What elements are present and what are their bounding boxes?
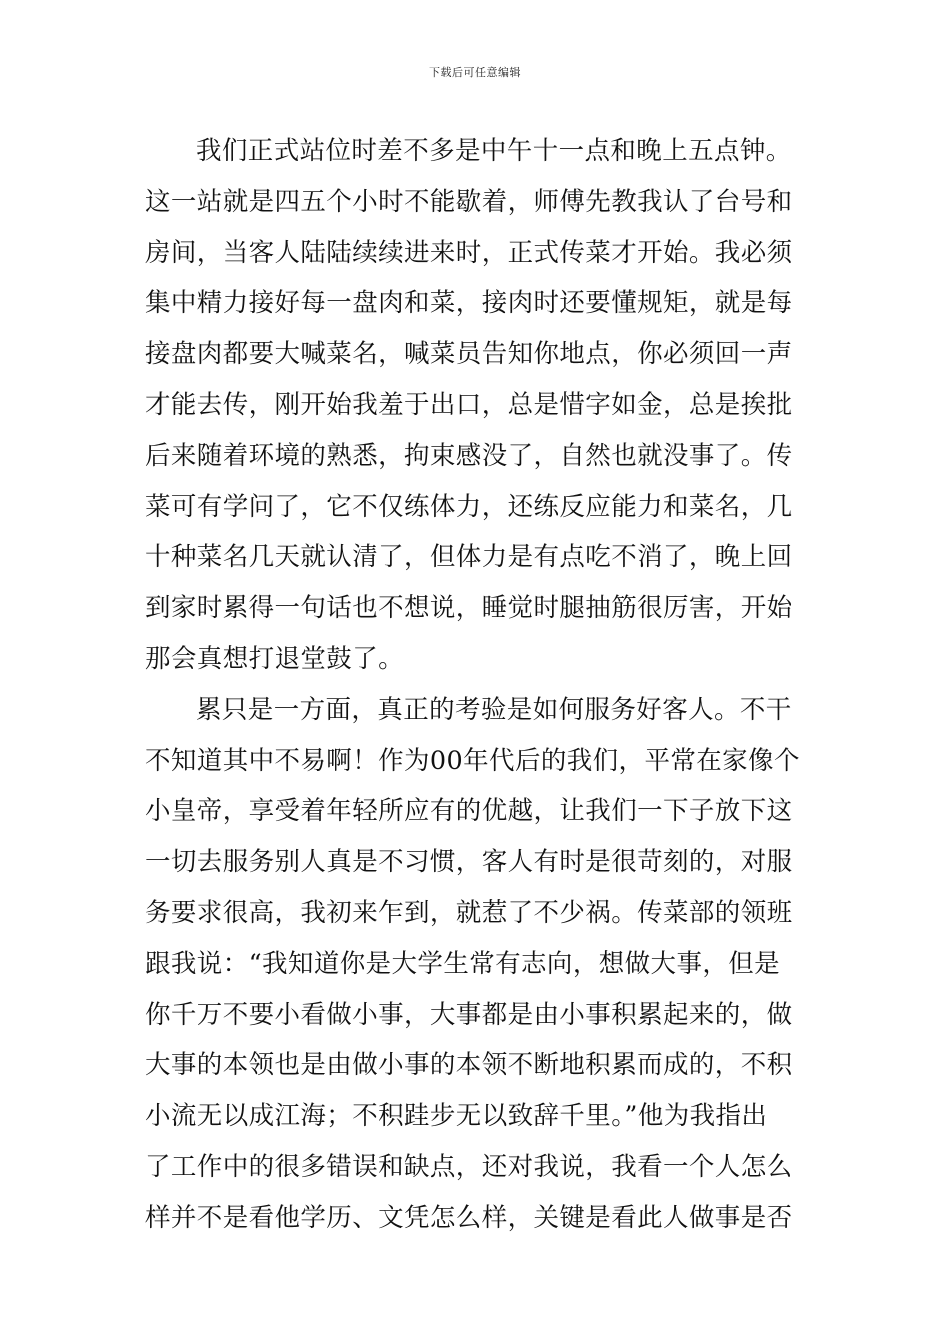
text-line: 小流无以成江海；不积跬步无以致辞千里。”他为我指出 xyxy=(145,1101,768,1132)
text-line: 你千万不要小看做小事，大事都是由小事积累起来的，做 xyxy=(145,999,793,1030)
paragraph-1 xyxy=(145,132,810,691)
page-header: 下载后可任意编辑 xyxy=(429,66,521,79)
text-line: 房间，当客人陆陆续续进来时，正式传菜才开始。我必须 xyxy=(145,237,793,268)
text-line: 不知道其中不易啊！作为00年代后的我们，平常在家像个 xyxy=(145,745,800,776)
text-line: 大事的本领也是由做小事的本领不断地积累而成的，不积 xyxy=(145,1050,793,1081)
text-line: 这一站就是四五个小时不能歇着，师傅先教我认了台号和 xyxy=(145,186,793,217)
text-line: 累只是一方面，真正的考验是如何服务好客人。不干 xyxy=(196,694,792,725)
paragraph-2 xyxy=(145,691,810,1250)
text-line: 集中精力接好每一盘肉和菜，接肉时还要懂规矩，就是每 xyxy=(145,288,793,319)
text-line: 菜可有学问了，它不仅练体力，还练反应能力和菜名，几 xyxy=(145,491,793,522)
text-line: 才能去传，刚开始我羞于出口，总是惜字如金，总是挨批 xyxy=(145,389,793,420)
text-line: 我们正式站位时差不多是中午十一点和晚上五点钟。 xyxy=(196,136,792,166)
text-line: 十种菜名几天就认清了，但体力是有点吃不消了，晚上回 xyxy=(145,542,793,573)
text-line: 那会真想打退堂鼓了。 xyxy=(145,643,405,674)
text-line: 接盘肉都要大喊菜名，喊菜员告知你地点，你必须回一声 xyxy=(145,339,793,370)
text-line: 样并不是看他学历、文凭怎么样，关键是看此人做事是否 xyxy=(145,1202,793,1233)
text-line: 一切去服务别人真是不习惯，客人有时是很苛刻的，对服 xyxy=(145,847,793,878)
text-line: 后来随着环境的熟悉，拘束感没了，自然也就没事了。传 xyxy=(145,440,793,471)
text-line: 跟我说：“我知道你是大学生常有志向，想做大事，但是 xyxy=(145,948,781,979)
text-line: 到家时累得一句话也不想说，睡觉时腿抽筋很厉害，开始 xyxy=(145,593,793,624)
text-line: 务要求很高，我初来乍到，就惹了不少祸。传菜部的领班 xyxy=(145,897,793,928)
document-body xyxy=(145,132,810,1250)
text-line: 了工作中的很多错误和缺点，还对我说，我看一个人怎么 xyxy=(145,1151,793,1182)
text-line: 小皇帝，享受着年轻所应有的优越，让我们一下子放下这 xyxy=(145,796,793,827)
